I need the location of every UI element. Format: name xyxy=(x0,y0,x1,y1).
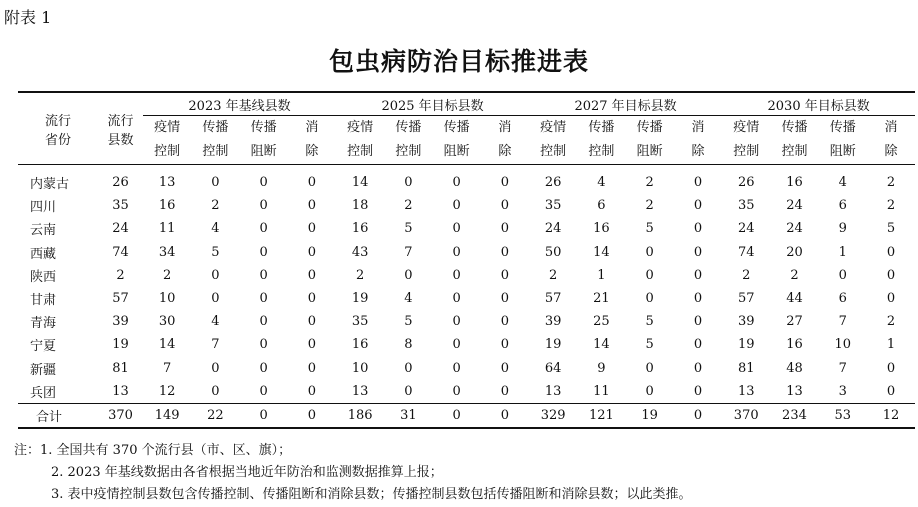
value-cell: 16 xyxy=(786,337,803,353)
value-cell: 0 xyxy=(211,267,220,283)
value-cell: 2 xyxy=(886,198,896,214)
value-cell: 6 xyxy=(838,291,847,307)
county-count-cell: 370 xyxy=(98,403,143,428)
value-cell: 5 xyxy=(645,337,654,353)
value-cell: 4 xyxy=(211,314,220,330)
county-count-cell: 74 xyxy=(112,244,129,260)
value-cell: 0 xyxy=(307,360,317,376)
value-cell: 6 xyxy=(597,198,606,214)
value-cell: 0 xyxy=(452,244,461,260)
value-cell: 6 xyxy=(838,198,847,214)
header-group-2027: 2027 年目标县数 xyxy=(529,92,722,116)
province-cell: 西藏 xyxy=(30,246,57,262)
province-cell: 青海 xyxy=(30,316,57,332)
value-cell: 39 xyxy=(544,314,562,330)
value-cell: 0 xyxy=(307,314,317,330)
header-group-2025: 2025 年目标县数 xyxy=(336,92,529,116)
value-cell: 234 xyxy=(770,403,818,428)
value-cell: 0 xyxy=(693,314,703,330)
table-row xyxy=(18,287,915,310)
value-cell: 2 xyxy=(162,267,172,283)
value-cell: 18 xyxy=(351,198,369,214)
province-cell: 陕西 xyxy=(30,269,57,285)
value-cell: 0 xyxy=(211,291,220,307)
table-row xyxy=(18,165,915,195)
value-cell: 12 xyxy=(158,383,176,399)
value-cell: 0 xyxy=(307,198,317,214)
value-cell: 10 xyxy=(158,291,176,307)
value-cell: 0 xyxy=(307,337,317,353)
value-cell: 0 xyxy=(307,267,317,283)
value-cell: 16 xyxy=(593,221,610,237)
header-group-2030: 2030 年目标县数 xyxy=(722,92,915,116)
value-cell: 0 xyxy=(674,403,722,428)
table-row xyxy=(18,333,915,356)
value-cell: 186 xyxy=(336,403,384,428)
value-cell: 1 xyxy=(838,244,847,260)
subheader-elimination: 消 除 xyxy=(867,116,915,165)
value-cell: 13 xyxy=(544,383,562,399)
value-cell: 0 xyxy=(481,403,529,428)
value-cell: 2 xyxy=(886,314,896,330)
value-cell: 0 xyxy=(259,337,268,353)
value-cell: 0 xyxy=(307,244,317,260)
value-cell: 0 xyxy=(693,198,703,214)
value-cell: 0 xyxy=(211,383,220,399)
subheader-transmission-interruption: 传播 阻断 xyxy=(819,116,867,165)
header-province-label: 流行 省份 xyxy=(44,113,71,148)
value-cell: 0 xyxy=(259,221,268,237)
value-cell: 35 xyxy=(544,198,562,214)
value-cell: 7 xyxy=(838,360,847,376)
target-table xyxy=(18,91,915,429)
value-cell: 1 xyxy=(597,267,606,283)
subheader-elimination: 消 除 xyxy=(288,116,336,165)
value-cell: 5 xyxy=(886,221,896,237)
province-cell: 兵团 xyxy=(30,385,57,401)
table-row xyxy=(18,380,915,404)
header-county-label: 流行 县数 xyxy=(107,113,134,148)
value-cell: 74 xyxy=(737,244,755,260)
county-count-cell: 35 xyxy=(112,198,129,214)
county-count-cell: 24 xyxy=(112,221,129,237)
county-count-cell: 26 xyxy=(112,175,129,191)
value-cell: 0 xyxy=(693,360,703,376)
subheader-epidemic-control: 疫情 控制 xyxy=(529,116,577,165)
value-cell: 0 xyxy=(288,403,336,428)
value-cell: 0 xyxy=(500,383,510,399)
value-cell: 19 xyxy=(626,403,674,428)
value-cell: 24 xyxy=(786,221,803,237)
value-cell: 43 xyxy=(351,244,369,260)
value-cell: 53 xyxy=(819,403,867,428)
value-cell: 7 xyxy=(838,314,847,330)
value-cell: 0 xyxy=(404,267,413,283)
footnote-2: 2. 2023 年基线数据由各省根据当地近年防治和监测数据推算上报； xyxy=(51,465,443,480)
value-cell: 149 xyxy=(143,403,191,428)
value-cell: 16 xyxy=(786,175,803,191)
value-cell: 0 xyxy=(693,175,703,191)
value-cell: 30 xyxy=(158,314,176,330)
value-cell: 0 xyxy=(307,175,317,191)
county-count-cell: 13 xyxy=(112,383,129,399)
value-cell: 0 xyxy=(693,221,703,237)
value-cell: 14 xyxy=(158,337,176,353)
value-cell: 16 xyxy=(351,337,369,353)
subheader-epidemic-control: 疫情 控制 xyxy=(143,116,191,165)
header-county-count xyxy=(98,92,143,165)
value-cell: 0 xyxy=(307,221,317,237)
value-cell: 0 xyxy=(693,291,703,307)
value-cell: 22 xyxy=(191,403,239,428)
header-province xyxy=(18,92,98,165)
value-cell: 13 xyxy=(737,383,755,399)
subheader-transmission-control: 传播 控制 xyxy=(577,116,625,165)
value-cell: 21 xyxy=(593,291,610,307)
value-cell: 0 xyxy=(452,267,461,283)
value-cell: 34 xyxy=(158,244,176,260)
value-cell: 5 xyxy=(645,221,654,237)
value-cell: 2 xyxy=(356,267,365,283)
subheader-transmission-interruption: 传播 阻断 xyxy=(626,116,674,165)
subheader-transmission-control: 传播 控制 xyxy=(384,116,432,165)
subheader-epidemic-control: 疫情 控制 xyxy=(722,116,770,165)
value-cell: 0 xyxy=(693,383,703,399)
value-cell: 4 xyxy=(597,175,606,191)
total-row xyxy=(18,403,915,428)
value-cell: 9 xyxy=(838,221,847,237)
value-cell: 0 xyxy=(452,337,461,353)
value-cell: 10 xyxy=(834,337,851,353)
value-cell: 0 xyxy=(452,383,461,399)
value-cell: 0 xyxy=(404,175,413,191)
value-cell: 370 xyxy=(722,403,770,428)
value-cell: 4 xyxy=(404,291,413,307)
county-count-cell: 2 xyxy=(116,267,125,283)
footnote-3: 3. 表中疫情控制县数包含传播控制、传播阻断和消除县数；传播控制县数包括传播阻断和消除县数；以此类推。 xyxy=(51,487,692,502)
value-cell: 0 xyxy=(693,267,703,283)
province-cell: 合计 xyxy=(18,403,98,428)
value-cell: 7 xyxy=(211,337,220,353)
county-count-cell: 81 xyxy=(112,360,129,376)
value-cell: 26 xyxy=(737,175,755,191)
subheader-epidemic-control: 疫情 控制 xyxy=(336,116,384,165)
value-cell: 0 xyxy=(500,175,510,191)
value-cell: 24 xyxy=(737,221,755,237)
value-cell: 0 xyxy=(259,175,268,191)
value-cell: 19 xyxy=(737,337,755,353)
value-cell: 35 xyxy=(351,314,369,330)
value-cell: 0 xyxy=(500,360,510,376)
value-cell: 2 xyxy=(404,198,413,214)
value-cell: 0 xyxy=(886,360,896,376)
table-body xyxy=(18,165,915,429)
table-title: 包虫病防治目标推进表 xyxy=(328,47,589,76)
province-cell: 云南 xyxy=(30,223,57,239)
value-cell: 2 xyxy=(886,175,896,191)
value-cell: 1 xyxy=(886,337,896,353)
value-cell: 0 xyxy=(645,291,654,307)
value-cell: 64 xyxy=(544,360,562,376)
footnotes xyxy=(14,440,692,506)
value-cell: 0 xyxy=(886,244,896,260)
value-cell: 0 xyxy=(645,244,654,260)
value-cell: 13 xyxy=(158,175,176,191)
subheader-row xyxy=(18,116,915,165)
value-cell: 35 xyxy=(737,198,755,214)
value-cell: 19 xyxy=(544,337,562,353)
value-cell: 0 xyxy=(693,244,703,260)
province-cell: 甘肃 xyxy=(30,293,57,309)
value-cell: 0 xyxy=(307,383,317,399)
value-cell: 0 xyxy=(500,337,510,353)
value-cell: 16 xyxy=(158,198,176,214)
footnote-1: 注：1. 全国共有 370 个流行县（市、区、旗）； xyxy=(14,443,292,458)
value-cell: 0 xyxy=(259,291,268,307)
value-cell: 44 xyxy=(786,291,803,307)
subheader-elimination: 消 除 xyxy=(674,116,722,165)
county-count-cell: 39 xyxy=(112,314,129,330)
value-cell: 2 xyxy=(645,175,654,191)
value-cell: 2 xyxy=(790,267,799,283)
value-cell: 0 xyxy=(838,267,847,283)
value-cell: 0 xyxy=(500,244,510,260)
value-cell: 2 xyxy=(645,198,654,214)
value-cell: 81 xyxy=(737,360,755,376)
value-cell: 57 xyxy=(544,291,562,307)
value-cell: 0 xyxy=(693,337,703,353)
value-cell: 2 xyxy=(211,198,220,214)
table-row xyxy=(18,241,915,264)
value-cell: 57 xyxy=(737,291,755,307)
value-cell: 0 xyxy=(500,198,510,214)
table-row xyxy=(18,264,915,287)
value-cell: 48 xyxy=(786,360,803,376)
value-cell: 0 xyxy=(452,175,461,191)
value-cell: 0 xyxy=(404,360,413,376)
province-cell: 新疆 xyxy=(30,362,57,378)
value-cell: 329 xyxy=(529,403,577,428)
province-cell: 四川 xyxy=(30,200,57,216)
value-cell: 24 xyxy=(544,221,562,237)
value-cell: 13 xyxy=(786,383,803,399)
value-cell: 0 xyxy=(404,383,413,399)
value-cell: 0 xyxy=(886,383,896,399)
value-cell: 0 xyxy=(645,267,654,283)
value-cell: 26 xyxy=(544,175,562,191)
value-cell: 0 xyxy=(259,360,268,376)
value-cell: 20 xyxy=(786,244,803,260)
value-cell: 3 xyxy=(838,383,847,399)
province-cell: 内蒙古 xyxy=(30,177,70,193)
value-cell: 0 xyxy=(452,221,461,237)
value-cell: 2 xyxy=(742,267,751,283)
value-cell: 5 xyxy=(404,314,413,330)
value-cell: 0 xyxy=(452,291,461,307)
value-cell: 25 xyxy=(593,314,610,330)
value-cell: 14 xyxy=(593,244,610,260)
value-cell: 19 xyxy=(351,291,369,307)
value-cell: 0 xyxy=(452,314,461,330)
value-cell: 0 xyxy=(500,314,510,330)
value-cell: 0 xyxy=(500,291,510,307)
value-cell: 0 xyxy=(645,360,654,376)
value-cell: 4 xyxy=(211,221,220,237)
value-cell: 39 xyxy=(737,314,755,330)
value-cell: 11 xyxy=(158,221,176,237)
value-cell: 13 xyxy=(351,383,369,399)
value-cell: 0 xyxy=(240,403,288,428)
value-cell: 14 xyxy=(351,175,369,191)
value-cell: 0 xyxy=(452,360,461,376)
value-cell: 4 xyxy=(838,175,847,191)
value-cell: 7 xyxy=(162,360,172,376)
value-cell: 0 xyxy=(259,198,268,214)
value-cell: 5 xyxy=(211,244,220,260)
table-row xyxy=(18,357,915,380)
value-cell: 9 xyxy=(597,360,606,376)
value-cell: 16 xyxy=(351,221,369,237)
value-cell: 7 xyxy=(404,244,413,260)
value-cell: 0 xyxy=(211,175,220,191)
county-count-cell: 19 xyxy=(112,337,129,353)
value-cell: 0 xyxy=(500,221,510,237)
value-cell: 0 xyxy=(259,267,268,283)
value-cell: 2 xyxy=(549,267,558,283)
subheader-transmission-interruption: 传播 阻断 xyxy=(433,116,481,165)
value-cell: 0 xyxy=(259,314,268,330)
value-cell: 10 xyxy=(351,360,369,376)
value-cell: 0 xyxy=(259,383,268,399)
subheader-transmission-interruption: 传播 阻断 xyxy=(240,116,288,165)
value-cell: 0 xyxy=(645,383,654,399)
value-cell: 5 xyxy=(404,221,413,237)
value-cell: 11 xyxy=(593,383,610,399)
value-cell: 121 xyxy=(577,403,625,428)
value-cell: 12 xyxy=(867,403,915,428)
subheader-transmission-control: 传播 控制 xyxy=(770,116,818,165)
value-cell: 8 xyxy=(404,337,413,353)
value-cell: 0 xyxy=(886,267,896,283)
appendix-label: 附表 1 xyxy=(4,8,52,27)
table-row xyxy=(18,217,915,240)
subheader-elimination: 消 除 xyxy=(481,116,529,165)
table-header xyxy=(18,92,915,165)
table-row xyxy=(18,310,915,333)
value-cell: 24 xyxy=(786,198,803,214)
value-cell: 50 xyxy=(544,244,562,260)
county-count-cell: 57 xyxy=(112,291,129,307)
value-cell: 5 xyxy=(645,314,654,330)
value-cell: 0 xyxy=(886,291,896,307)
value-cell: 0 xyxy=(307,291,317,307)
value-cell: 0 xyxy=(500,267,510,283)
value-cell: 27 xyxy=(786,314,803,330)
value-cell: 0 xyxy=(452,198,461,214)
table-row xyxy=(18,194,915,217)
value-cell: 0 xyxy=(259,244,268,260)
value-cell: 14 xyxy=(593,337,610,353)
subheader-transmission-control: 传播 控制 xyxy=(191,116,239,165)
header-group-2023: 2023 年基线县数 xyxy=(143,92,336,116)
value-cell: 0 xyxy=(433,403,481,428)
value-cell: 0 xyxy=(211,360,220,376)
province-cell: 宁夏 xyxy=(30,339,57,355)
value-cell: 31 xyxy=(384,403,432,428)
